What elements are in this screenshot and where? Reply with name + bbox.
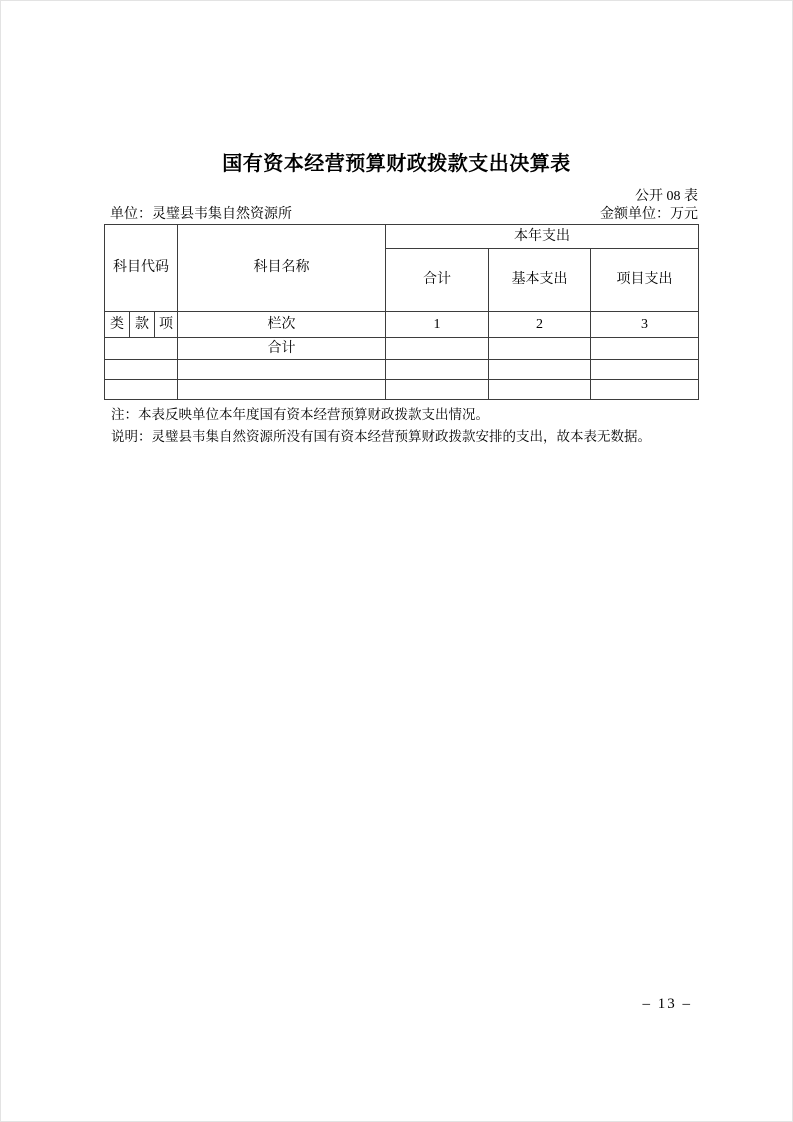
expenditure-table (104, 224, 699, 400)
cell-item: 项 (155, 312, 178, 338)
cell-category: 类 (105, 312, 130, 338)
page-number: – 13 – (642, 996, 692, 1012)
cell-total (386, 338, 489, 360)
table-row (105, 380, 699, 400)
unit-label: 单位：灵璧县韦集自然资源所 (110, 207, 292, 222)
table-row (105, 338, 699, 360)
note-line: 注：本表反映单位本年度国有资本经营预算财政拨款支出情况。 (111, 407, 489, 422)
cell-col1: 1 (386, 312, 489, 338)
cell-name: 合计 (178, 338, 386, 360)
table-code-label: 公开 08 表 (635, 189, 698, 204)
cell-basic (489, 380, 591, 400)
explanation-line: 说明：灵璧县韦集自然资源所没有国有资本经营预算财政拨款安排的支出，故本表无数据。 (111, 429, 651, 444)
cell-column-label: 栏次 (178, 312, 386, 338)
header-basic-expenditure: 基本支出 (489, 249, 591, 312)
table-notes (111, 404, 711, 448)
table-header-row-1 (105, 225, 699, 249)
cell-code (105, 360, 178, 380)
cell-name (178, 380, 386, 400)
header-subject-name: 科目名称 (178, 225, 386, 312)
meta-row (104, 203, 698, 223)
cell-name (178, 360, 386, 380)
header-current-year-expenditure: 本年支出 (386, 225, 699, 249)
cell-total (386, 380, 489, 400)
column-index-row (105, 312, 699, 338)
cell-project (591, 380, 699, 400)
cell-project (591, 360, 699, 380)
cell-col2: 2 (489, 312, 591, 338)
cell-code (105, 380, 178, 400)
header-project-expenditure: 项目支出 (591, 249, 699, 312)
cell-section: 款 (130, 312, 155, 338)
header-subject-code: 科目代码 (105, 225, 178, 312)
cell-basic (489, 338, 591, 360)
cell-basic (489, 360, 591, 380)
cell-code (105, 338, 178, 360)
cell-col3: 3 (591, 312, 699, 338)
page-title: 国有资本经营预算财政拨款支出决算表 (222, 153, 571, 175)
amount-unit-label: 金额单位：万元 (600, 207, 698, 222)
header-total: 合计 (386, 249, 489, 312)
table-row (105, 360, 699, 380)
cell-project (591, 338, 699, 360)
cell-total (386, 360, 489, 380)
